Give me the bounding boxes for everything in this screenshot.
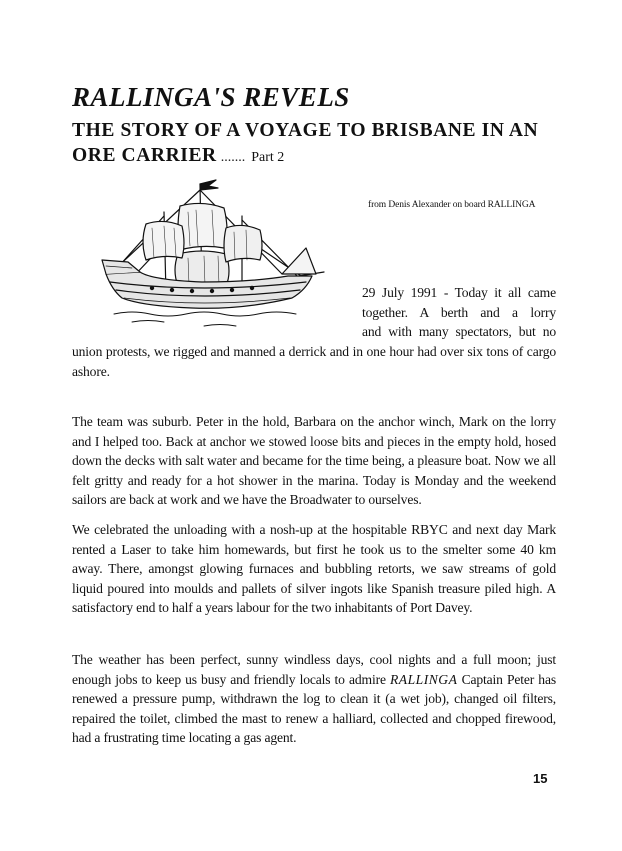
intro-paragraph-start xyxy=(362,283,556,342)
intro-line: 29 July 1991 - Today it all came xyxy=(362,285,556,300)
part-label: Part 2 xyxy=(251,150,285,165)
intro-paragraph-rest: union protests, we rigged and manned a derrick and in one hour had over six tons of cargo ashore. xyxy=(72,344,556,379)
subtitle-dots: ....... xyxy=(220,150,246,165)
subtitle-text: THE STORY OF A VOYAGE TO BRISBANE IN AN ORE CARRIER xyxy=(72,120,539,166)
paragraph-unloading-team: The team was suburb. Peter in the hold, Barbara on the anchor winch, Mark on the lorry and I helped too. Back at anchor we stowed loose bits and pieces in the empty hold, hosed down the decks with salt water and became for the time being, a pleasure boat. Now we all felt gritty and ready for a hot shower in the marina. Today is Monday and the weekend sailors are back at work and we have the Broadwater to ourselves. xyxy=(72,414,556,507)
page-number: 15 xyxy=(533,771,548,786)
boat-name: RALLINGA xyxy=(389,671,458,687)
paragraph-text: Captain Peter has renewed a pressure pump, withdrawn the log to clean it (a wet job), changed oil filters, repaired the toilet, climbed the mast to renew a halliard, collected and chopped firewood, had a frustrating time locating a gas agent. xyxy=(72,671,556,745)
article-subtitle xyxy=(72,118,572,170)
intro-line: together. A berth and a lorry xyxy=(362,304,556,320)
article-title: RALLINGA'S REVELS xyxy=(72,82,350,112)
paragraph-weather-jobs xyxy=(72,650,556,748)
byline: from Denis Alexander on board RALLINGA xyxy=(368,200,536,210)
intro-line: and with many spectators, but no xyxy=(362,324,556,339)
sailing-ship-icon xyxy=(92,176,337,334)
paragraph-text: The weather has been perfect, sunny windless days, cool nights and a full moon; just enough jobs to keep us busy and friendly locals to admire xyxy=(72,652,556,687)
paragraph-smelter-visit: We celebrated the unloading with a nosh-up at the hospitable RBYC and next day Mark rented a Laser to take him homewards, but first he took us to the smelter some 40 km away. There, amongst glowing furnaces and bubbling retorts, we saw streams of gold liquid poured into moulds and pallets of silver ingots like Spanish treasure piled high. A satisfactory end to half a years labour for the two inhabitants of Port Davey. xyxy=(72,522,556,615)
